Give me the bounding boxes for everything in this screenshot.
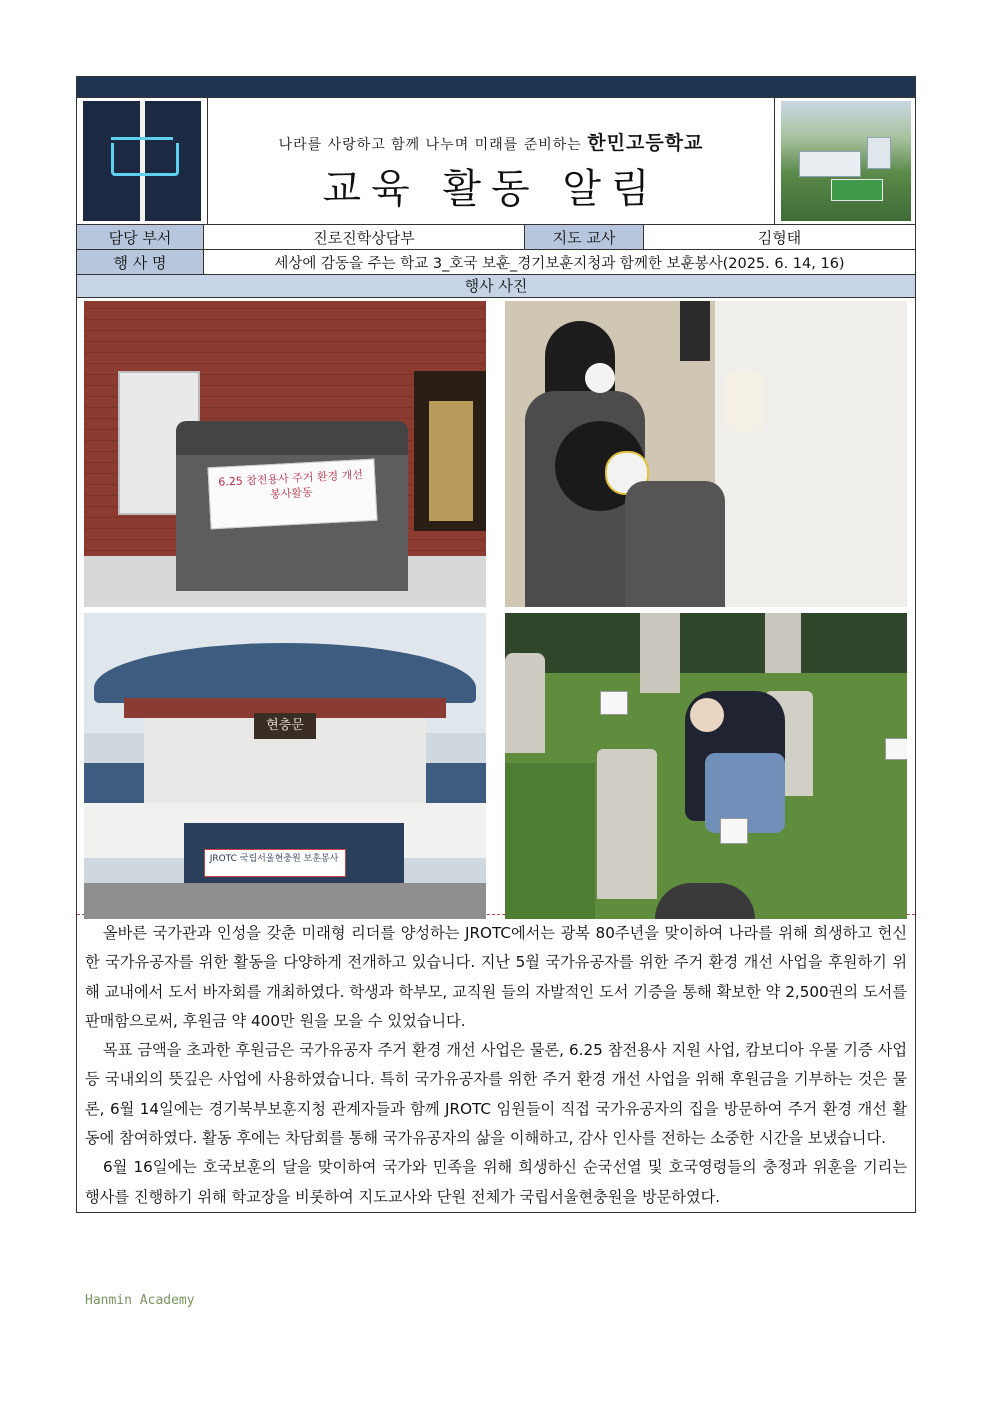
top-bar [77,77,915,98]
banner-text-3: JROTC 국립서울현충원 보훈봉사 [209,854,339,864]
paragraph-3: 6월 16일에는 호국보훈의 달을 맞이하여 국가와 민족을 위해 희생하신 순국선열 및 호국영령들의 충정과 위훈을 기리는 행사를 진행하기 위해 학교장을 비롯하여 지도교사와 단원 전체가 국립서울현충원을 방문하였다. [85,1158,907,1206]
paragraph-2: 목표 금액을 초과한 후원금은 국가유공자 주거 환경 개선 사업은 물론, 6.25 참전용사 지원 사업, 캄보디아 우물 기증 사업 등 국내외의 뜻깊은 사업에 사용하였습니다. 특히 국가유공자를 위한 주거 환경 개선 사업을 위해 후원금을 기부하는 것은 물론, 6월 14일에는 경기북부보훈지청 관계자들과 함께 JROTC 임원들이 직접 국가유공자의 집을 방문하여 주거 환경 개선 활동에 참여하였다. 활동 후에는 차담회를 통해 국가유공자의 삶을 이해하고, 감사 인사를 전하는 소중한 시간을 보냈습니다. [85,1041,907,1148]
event-label: 행 사 명 [77,250,204,274]
dept-label: 담당 부서 [77,225,204,249]
gate-sign-text: 현충문 [254,713,316,739]
photo-grid [77,298,915,915]
header [77,98,915,225]
campus-aerial-image [781,101,911,221]
photo-section-header: 행사 사진 [77,275,915,298]
teacher-label: 지도 교사 [525,225,644,249]
school-logo-icon [83,101,201,221]
banner-text-1: 6.25 참전용사 주거 환경 개선 봉사활동 [217,468,364,502]
dept-value: 진로진학상담부 [204,225,525,249]
notice-document [76,76,916,1213]
tagline [208,128,774,155]
paragraph-1: 올바른 국가관과 인성을 갖춘 미래형 리더를 양성하는 JROTC에서는 광복 80주년을 맞이하여 나라를 위해 희생하고 헌신한 국가유공자를 위한 활동을 다양하게 전개하고 있습니다. 지난 5월 국가유공자를 위한 주거 환경 개선 사업을 후원하기 위해 교내에서 도서 바자회를 개최하였다. 학생과 학부모, 교직원 들의 자발적인 도서 기증을 통해 확보한 약 2,500권의 도서를 판매함으로써, 후원금 약 400만 원을 모을 수 있었습니다. [85,924,907,1030]
event-value: 세상에 감동을 주는 학교 3_호국 보훈_경기보훈지청과 함께한 보훈봉사(2025. 6. 14, 16) [274,255,845,272]
page-title: 교육 활동 알림 [322,166,660,212]
photo-memorial-gate [84,613,486,919]
school-name: 한민고등학교 [587,132,704,154]
tagline-text: 나라를 사랑하고 함께 나누며 미래를 준비하는 [278,137,582,153]
info-row-event [77,250,915,275]
photo-house-volunteers [84,301,486,607]
info-row-dept [77,225,915,250]
photo-wall-painting [505,301,907,607]
title-box [207,98,775,224]
teacher-value: 김형태 [757,228,802,247]
photo-cemetery-cleanup [505,613,907,919]
body-text [77,915,915,1212]
footer-text: Hanmin Academy [85,1293,195,1308]
